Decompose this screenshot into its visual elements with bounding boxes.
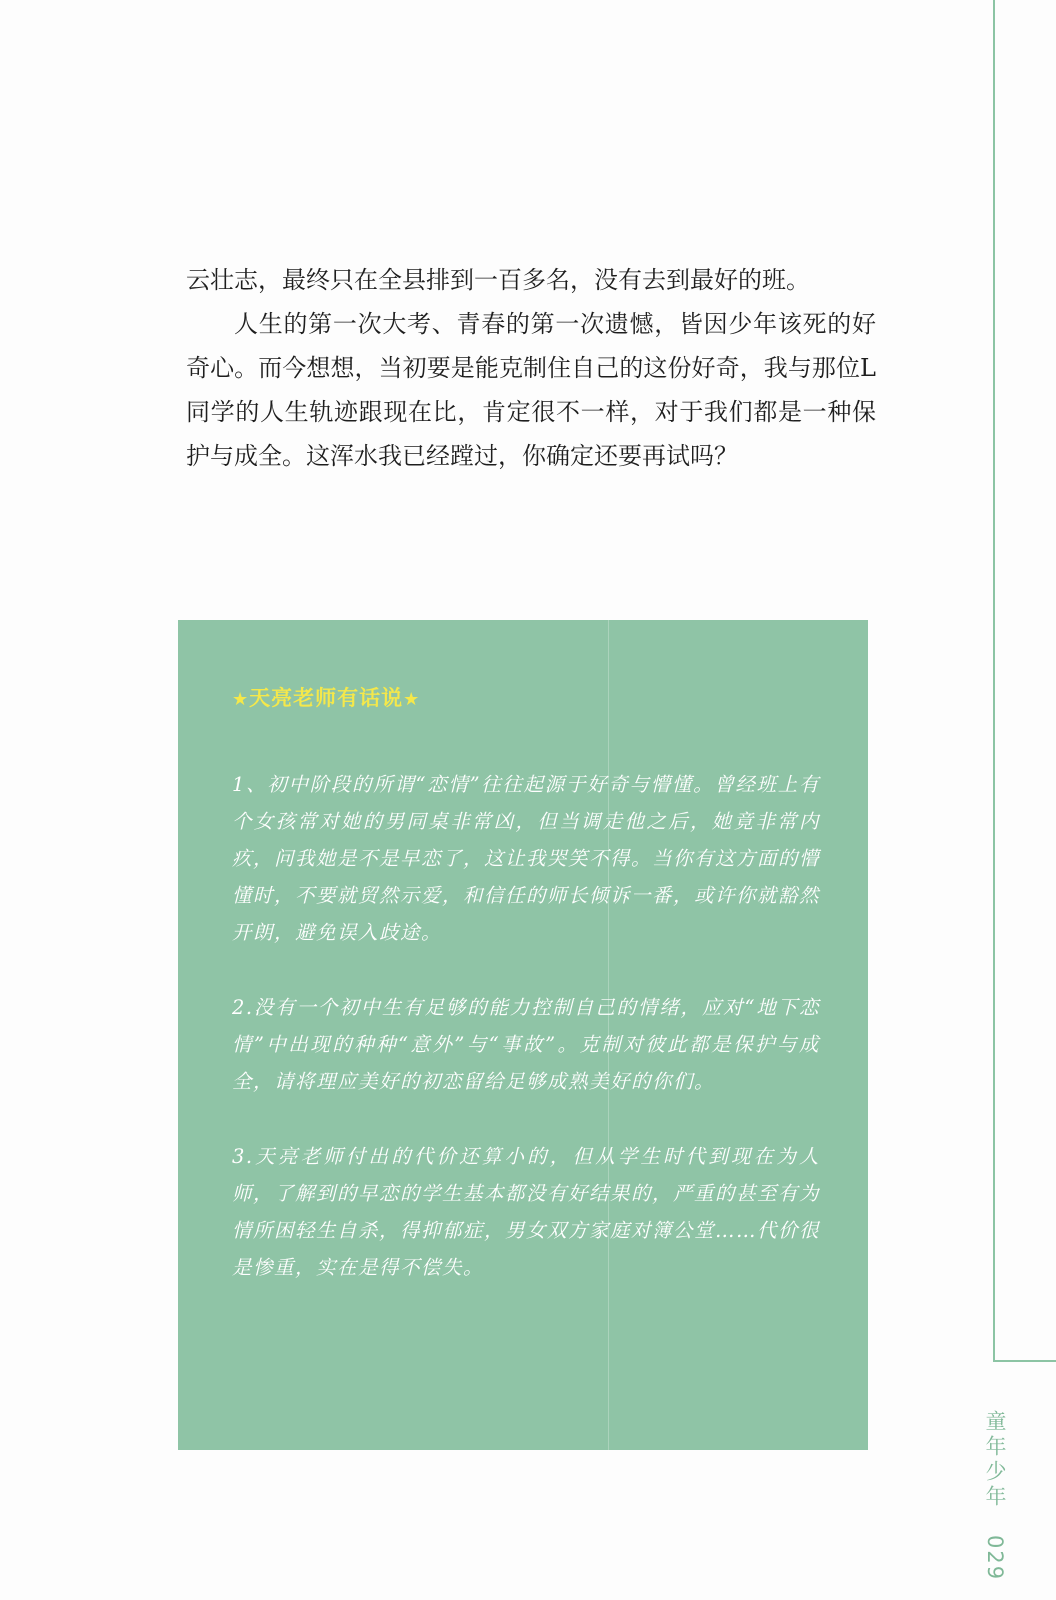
book-title: 童年少年: [983, 1410, 1007, 1510]
body-paragraph: 云壮志，最终只在全县排到一百多名，没有去到最好的班。: [186, 266, 810, 294]
page-fold-line: [608, 620, 609, 1450]
panel-title: [232, 682, 820, 712]
margin-rule: [993, 0, 995, 1360]
note-item: 3.天亮老师付出的代价还算小的，但从学生时代到现在为人师，了解到的早恋的学生基本都没有好结果的，严重的甚至有为情所困轻生自杀，得抑郁症，男女双方家庭对簿公堂……代价很是惨重，实在是得不偿失。: [232, 1145, 821, 1279]
margin-tick: [993, 1360, 1056, 1362]
page-number: 029: [983, 1534, 1007, 1581]
panel-title-text: 天亮老师有话说: [249, 686, 404, 710]
teacher-note-panel: [178, 620, 868, 1450]
running-footer: [982, 1410, 1010, 1581]
note-item: 2.没有一个初中生有足够的能力控制自己的情绪，应对“地下恋情”中出现的种种“意外”与“事故”。克制对彼此都是保护与成全，请将理应美好的初恋留给足够成熟美好的你们。: [232, 996, 820, 1093]
note-item: 1、初中阶段的所谓“恋情”往往起源于好奇与懵懂。曾经班上有个女孩常对她的男同桌非常凶，但当调走他之后，她竟非常内疚，问我她是不是早恋了，这让我哭笑不得。当你有这方面的懵懂时，不要就贸然示爱，和信任的师长倾诉一番，或许你就豁然开朗，避免误入歧途。: [232, 773, 821, 944]
star-icon: ★: [403, 689, 421, 710]
star-icon: ★: [232, 689, 250, 710]
body-text: [186, 258, 876, 478]
body-paragraph: 人生的第一次大考、青春的第一次遗憾，皆因少年该死的好奇心。而今想想，当初要是能克制住自己的这份好奇，我与那位L同学的人生轨迹跟现在比，肯定很不一样，对于我们都是一种保护与成全。这浑水我已经蹚过，你确定还要再试吗？: [186, 310, 876, 470]
